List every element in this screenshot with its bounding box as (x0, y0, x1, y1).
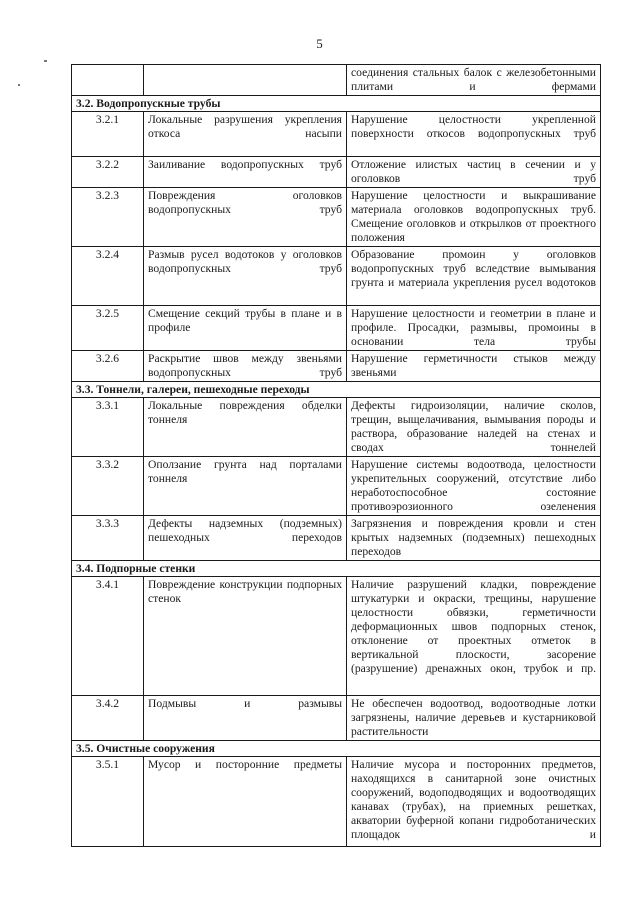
defect-cell: Раскрытие швов между звеньями водопропускных труб (144, 351, 347, 382)
table-row (72, 398, 601, 457)
defect-cell: Размыв русел водотоков у оголовков водопропускных труб (144, 247, 347, 306)
description-cell: Нарушение целостности и геометрии в плане и профиле. Просадки, размывы, промоины в основании тела трубы (347, 306, 601, 351)
section-title: 3.2. Водопропускные трубы (72, 96, 601, 112)
description-cell: Нарушение герметичности стыков между звеньями (347, 351, 601, 382)
number-cell: 3.3.2 (72, 457, 144, 516)
table-row (72, 306, 601, 351)
table-row (72, 696, 601, 741)
description-cell: Наличие разрушений кладки, повреждение штукатурки и окраски, трещины, нарушение целостности обвязки, герметичности деформационных швов подпорных стенок, отклонение от проектных отметок в вертикальной плоскости, засорение (разрушение) дренажных окон, трубок и пр. (347, 577, 601, 696)
section-header-row (72, 382, 601, 398)
number-cell: 3.4.1 (72, 577, 144, 696)
defect-cell: Повреждения оголовков водопропускных труб (144, 188, 347, 247)
table-row (72, 457, 601, 516)
scan-speck (18, 84, 20, 86)
number-cell: 3.3.1 (72, 398, 144, 457)
defect-cell: Оползание грунта над порталами тоннеля (144, 457, 347, 516)
number-cell: 3.2.1 (72, 112, 144, 157)
defect-cell (144, 65, 347, 96)
defect-cell: Дефекты надземных (подземных) пешеходных переходов (144, 516, 347, 561)
number-cell (72, 65, 144, 96)
table-row (72, 65, 601, 96)
table-row (72, 757, 601, 847)
number-cell: 3.2.6 (72, 351, 144, 382)
number-cell: 3.5.1 (72, 757, 144, 847)
description-cell: Наличие мусора и посторонних предметов, находящихся в санитарной зоне очистных сооружений, водоподводящих и водоотводящих канавах (трубах), на приемных решетках, акватории буферной копани гидроботанических площадок и (347, 757, 601, 847)
number-cell: 3.2.4 (72, 247, 144, 306)
scan-speck (44, 60, 47, 62)
defect-cell: Локальные повреждения обделки тоннеля (144, 398, 347, 457)
section-title: 3.4. Подпорные стенки (72, 561, 601, 577)
section-header-row (72, 96, 601, 112)
section-header-row (72, 561, 601, 577)
defect-cell: Смещение секций трубы в плане и в профиле (144, 306, 347, 351)
defects-table (71, 64, 601, 847)
defect-cell: Локальные разрушения укрепления откоса насыпи (144, 112, 347, 157)
number-cell: 3.2.5 (72, 306, 144, 351)
description-cell: соединения стальных балок с железобетонными плитами и фермами (347, 65, 601, 96)
description-cell: Образование промоин у оголовков водопропускных труб вследствие вымывания грунта и материала укрепления русел водотоков (347, 247, 601, 306)
description-cell: Нарушение целостности и выкрашивание материала оголовков водопропускных труб. Смещение оголовков и открылков от проектного положения (347, 188, 601, 247)
table-row (72, 157, 601, 188)
description-cell: Нарушение целостности укрепленной поверхности откосов водопропускных труб (347, 112, 601, 157)
section-title: 3.5. Очистные сооружения (72, 741, 601, 757)
defect-cell: Заиливание водопропускных труб (144, 157, 347, 188)
description-cell: Не обеспечен водоотвод, водоотводные лотки загрязнены, наличие деревьев и кустарниковой растительности (347, 696, 601, 741)
table-row (72, 351, 601, 382)
table-row (72, 247, 601, 306)
defect-cell: Подмывы и размывы (144, 696, 347, 741)
number-cell: 3.2.3 (72, 188, 144, 247)
description-cell: Дефекты гидроизоляции, наличие сколов, трещин, выщелачивания, вымывания породы и раствора, образование наледей на стенах и сводах тоннелей (347, 398, 601, 457)
description-cell: Нарушение системы водоотвода, целостности укрепительных сооружений, отсутствие либо неработоспособное состояние противоэрозионного озеленения (347, 457, 601, 516)
table-row (72, 112, 601, 157)
description-cell: Загрязнения и повреждения кровли и стен крытых надземных (подземных) пешеходных переходов (347, 516, 601, 561)
number-cell: 3.2.2 (72, 157, 144, 188)
description-cell: Отложение илистых частиц в сечении и у оголовков труб (347, 157, 601, 188)
table-row (72, 188, 601, 247)
section-header-row (72, 741, 601, 757)
table-row (72, 516, 601, 561)
page-number: 5 (316, 36, 323, 51)
table-row (72, 577, 601, 696)
number-cell: 3.3.3 (72, 516, 144, 561)
defect-cell: Мусор и посторонние предметы (144, 757, 347, 847)
number-cell: 3.4.2 (72, 696, 144, 741)
defect-cell: Повреждение конструкции подпорных стенок (144, 577, 347, 696)
section-title: 3.3. Тоннели, галереи, пешеходные переходы (72, 382, 601, 398)
